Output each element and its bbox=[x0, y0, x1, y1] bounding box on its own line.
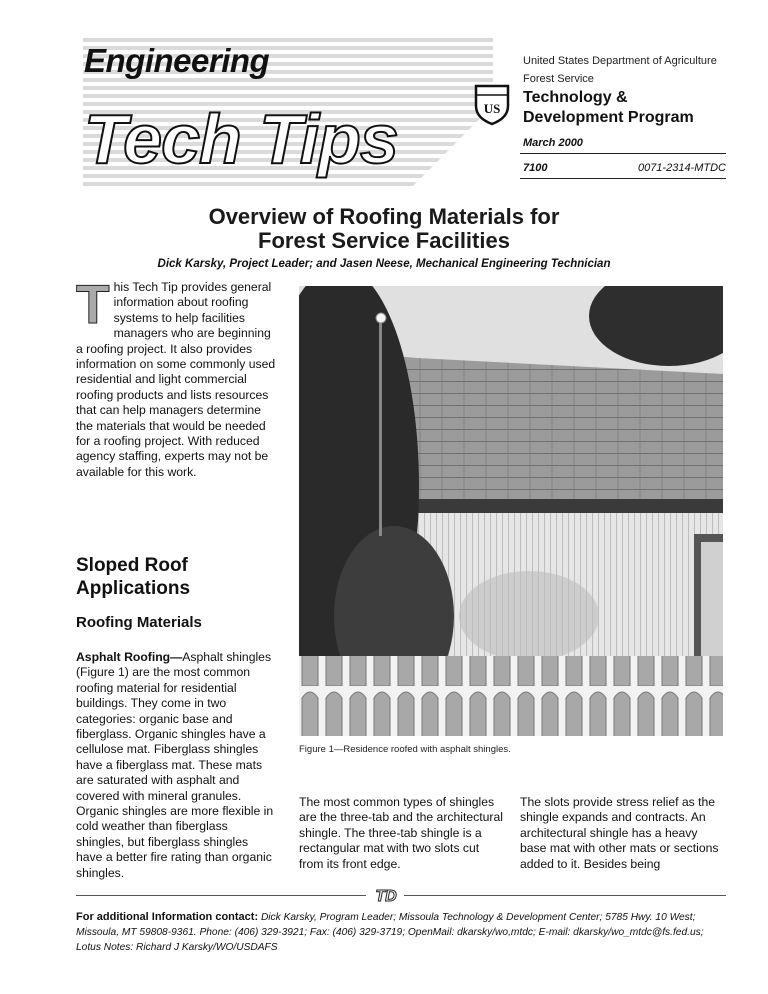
forest-service-shield-icon bbox=[472, 82, 512, 126]
program-block bbox=[523, 88, 694, 128]
drop-cap: T bbox=[76, 273, 110, 335]
doc-code-right: 0071-2314-MTDC bbox=[637, 162, 726, 174]
agency-block bbox=[523, 52, 717, 88]
title-line2: Forest Service Facilities bbox=[258, 228, 510, 253]
asphalt-paragraph bbox=[76, 650, 276, 881]
agency-line1: United States Department of Agriculture bbox=[523, 55, 717, 67]
divider bbox=[520, 153, 726, 154]
document-title bbox=[84, 205, 684, 253]
publication-date: March 2000 bbox=[523, 137, 583, 149]
residence-photo-illustration bbox=[299, 286, 723, 736]
agency-line2: Forest Service bbox=[523, 73, 594, 85]
tech-tips-title: Tech Tips bbox=[84, 100, 398, 178]
asphalt-text: Asphalt shingles (Figure 1) are the most common roofing material for residential buildings. They come in two categories: organic base and fiberglass. Organic shingles have a cellulose mat. Fiberglass shingles have a fiberglass mat. These mats are saturated with asphalt and covered with mineral granules. Organic shingles are more flexible in cold weather than fiberglass shingles, but fiberglass shingles have a better fire rating than organic shingles. bbox=[76, 650, 274, 880]
column3-paragraph: The slots provide stress relief as the shingle expands and contracts. An architectural shingle has a heavy base mat with other mats or sections added to it. Besides being bbox=[520, 795, 719, 871]
mtdc-logo-icon bbox=[370, 886, 402, 904]
footer-rule bbox=[404, 895, 726, 896]
contact-text: Dick Karsky, Program Leader; Missoula Technology & Development Center; 5785 Hwy. 10 West; Missoula, MT 59808-9361. Phone: (406) 329-3921; Fax: (406) 329-3719; OpenMail: dkarsky/wo,mtdc; E-mail: dkarsky/wo_mtdc@fs.fed.us; Lotus Notes: Richard J Karsky/WO/USDAFS bbox=[76, 912, 704, 953]
engineering-title: Engineering bbox=[84, 42, 270, 79]
section-heading-line2: Applications bbox=[76, 578, 191, 599]
program-line2: Development Program bbox=[523, 109, 694, 126]
figure-caption: Figure 1—Residence roofed with asphalt shingles. bbox=[299, 744, 511, 755]
intro-text: his Tech Tip provides general information about roofing systems to help facilities managers who are beginning a roofing project. It also provides information on some commonly used residential and light commercial roofing products and lists resources that can help managers determine the materials that would be needed for a roofing project. With reduced agency staffing, experts may not be available for this work. bbox=[76, 280, 276, 479]
title-line1: Overview of Roofing Materials for bbox=[208, 204, 560, 229]
section-heading bbox=[76, 554, 190, 600]
doc-code-left: 7100 bbox=[523, 162, 548, 174]
contact-footer bbox=[76, 910, 728, 955]
divider bbox=[520, 178, 726, 179]
program-line1: Technology & bbox=[523, 89, 628, 106]
contact-label: For additional Information contact: bbox=[76, 911, 259, 923]
shield-text: US bbox=[483, 101, 501, 116]
intro-paragraph bbox=[76, 273, 276, 480]
section-heading-line1: Sloped Roof bbox=[76, 555, 188, 576]
logo-text: TD bbox=[375, 888, 397, 904]
column2-paragraph: The most common types of shingles are the three-tab and the architectural shingle. The three-tab shingle is a rectangular mat with two slots cut from its front edge. bbox=[299, 795, 503, 871]
figure-1-photo bbox=[299, 286, 723, 736]
footer-rule bbox=[76, 895, 366, 896]
subheading: Roofing Materials bbox=[76, 614, 202, 631]
asphalt-lead: Asphalt Roofing— bbox=[76, 650, 183, 664]
authors: Dick Karsky, Project Leader; and Jasen Neese, Mechanical Engineering Technician bbox=[157, 258, 611, 270]
